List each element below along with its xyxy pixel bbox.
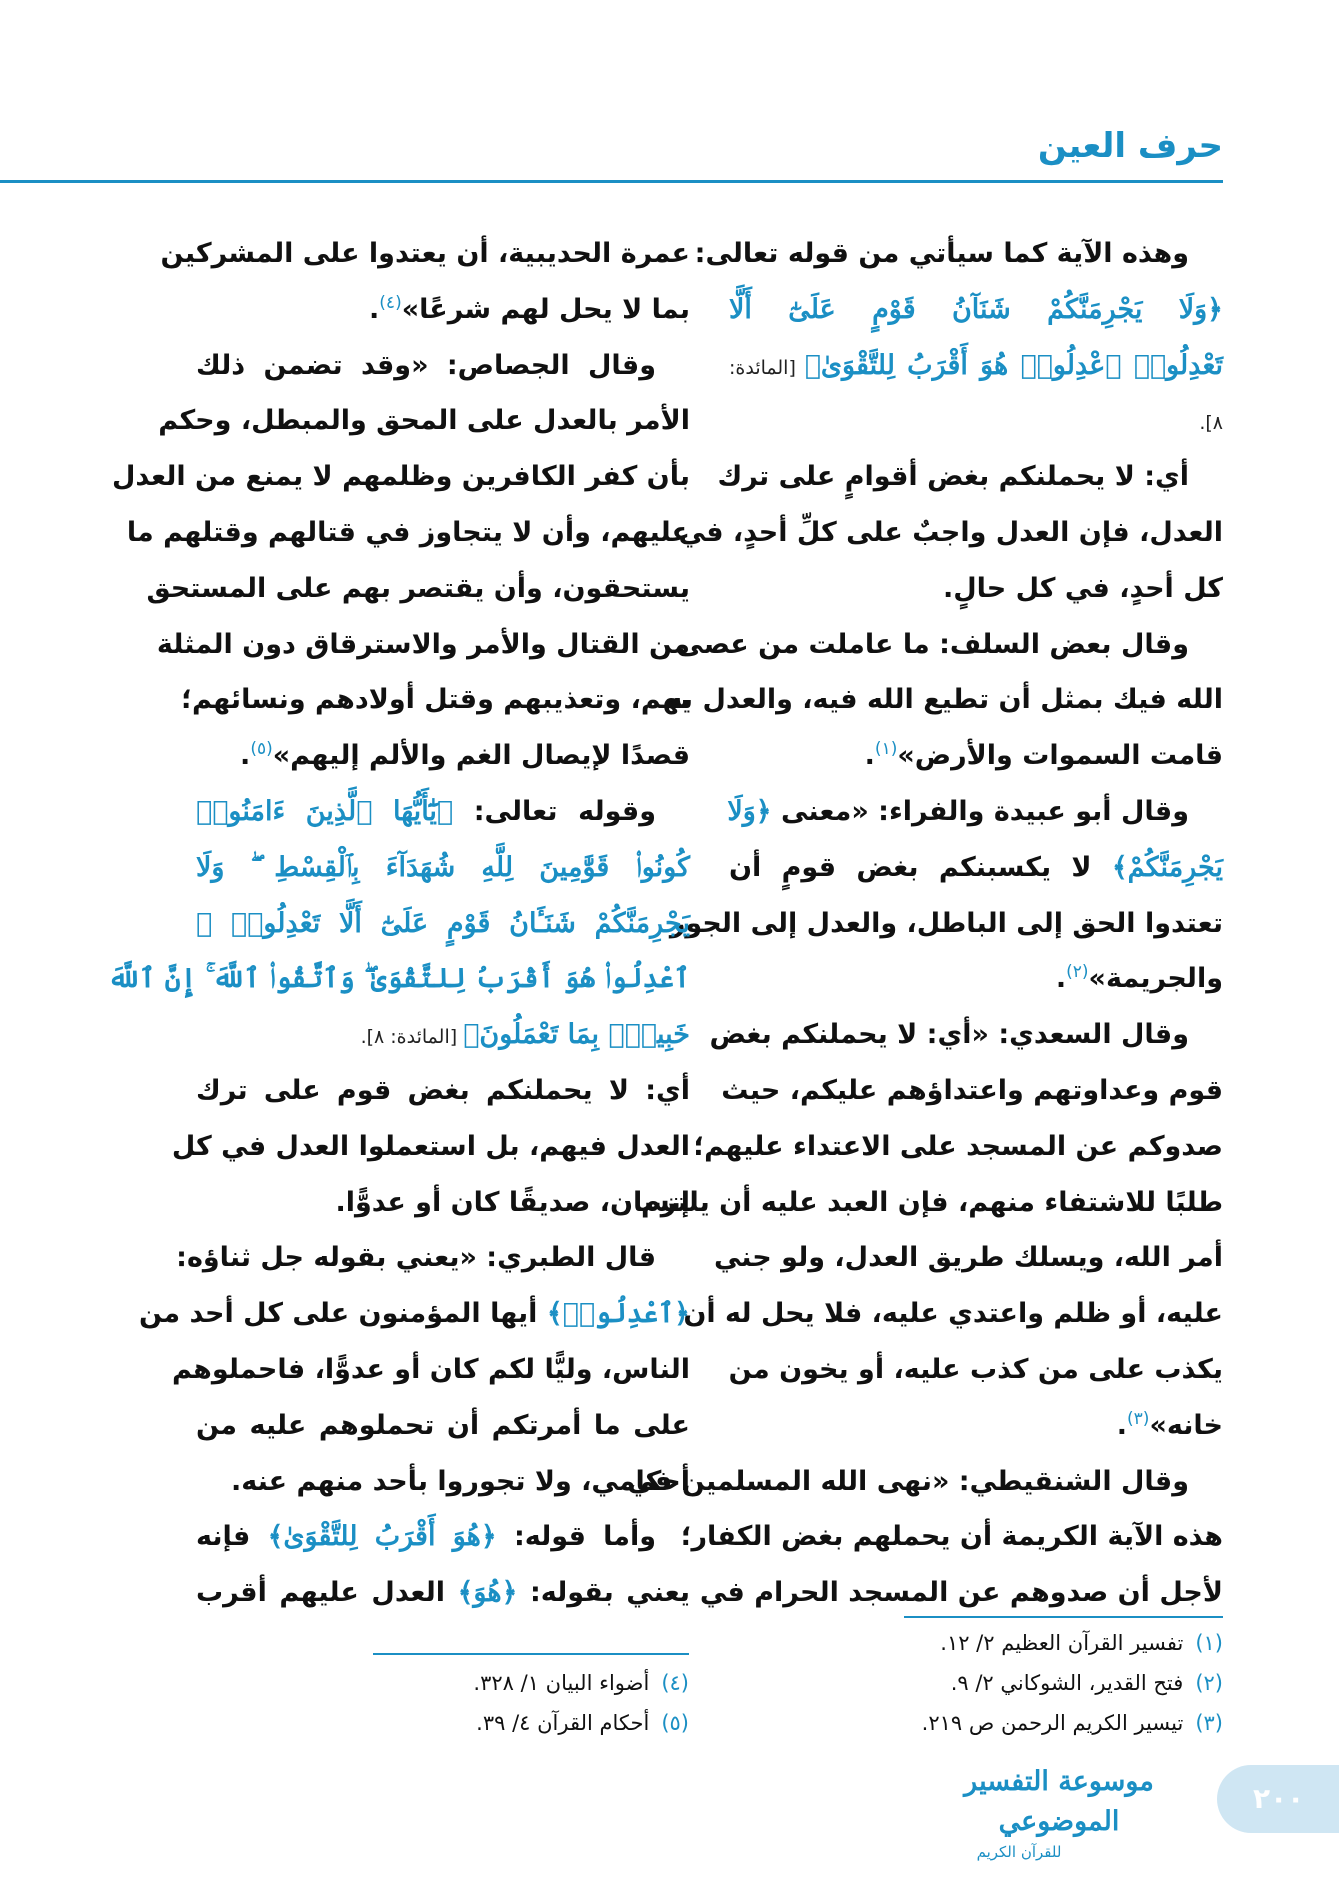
text-line (158, 393, 690, 449)
body-text: إنسان، صديقًا كان أو عدوًّا. (335, 1186, 690, 1218)
body-text: وقال الجصاص: «وقد تضمن ذلك (196, 349, 656, 381)
body-text: كل أحدٍ، في كل حالٍ. (942, 572, 1223, 604)
footnote-number: (٥) (661, 1711, 689, 1735)
footnote-text: تيسير الكريم الرحمن ص ٢١٩. (921, 1711, 1184, 1735)
body-text: لا يكسبنكم بغض قومٍ أن (729, 851, 1112, 883)
body-text: قامت السموات والأرض» (897, 740, 1223, 772)
quran-verse: ٱعْدِلُوا۟ هُوَ أَقْرَبُ لِلتَّقْوَىٰ ۖ وَٱتَّقُوا۟ ٱللَّهَ ۚ إِنَّ ٱللَّهَ (107, 963, 690, 995)
footnote-marker: (١) (874, 739, 898, 760)
body-text: بأن كفر الكافرين وظلمهم لا يمنع من العدل (111, 461, 690, 493)
body-text: وقال بعض السلف: ما عاملت من عصى (676, 628, 1189, 660)
body-text: خانه» (1149, 1409, 1223, 1441)
body-text: والجريمة» (1088, 963, 1223, 995)
text-line (699, 1565, 1223, 1621)
text-line (171, 1342, 690, 1398)
body-text: عليه، أو ظلم واعتدي عليه، فلا يحل له أن (683, 1298, 1223, 1330)
body-text: لأجل أن صدوهم عن المسجد الحرام في (699, 1577, 1223, 1609)
text-line (729, 338, 1223, 394)
footnote-marker: (٤) (379, 292, 402, 313)
body-text: فإنه (196, 1521, 268, 1553)
text-line (729, 1398, 1223, 1454)
text-line (666, 672, 1223, 728)
header-divider (0, 180, 1223, 183)
text-line (640, 1175, 1223, 1231)
footnote (473, 1663, 689, 1703)
quran-verse: يَجْرِمَنَّكُمْ شَنَـَٔانُ قَوْمٍ عَلَىٰٓ أَلَّا تَعْدِلُوا۟ ۚ (196, 907, 690, 939)
text-line (160, 226, 690, 282)
body-text: وقال السعدي: «أي: لا يحملنكم بغض (709, 1019, 1189, 1051)
text-line (196, 1398, 690, 1454)
footnote-text: تفسير القرآن العظيم ٢/ ١٢. (940, 1631, 1184, 1655)
body-text: طلبًا للاشتفاء منهم، فإن العبد عليه أن يلتزم (640, 1186, 1223, 1218)
text-line (680, 1509, 1223, 1565)
body-text: هذه الآية الكريمة أن يحملهم بغض الكفار؛ (680, 1521, 1223, 1553)
body-text: بهم، وتعذيبهم وقتل أولادهم ونسائهم؛ (181, 684, 690, 716)
text-line (176, 1230, 690, 1286)
quran-verse: ﴿وَلَا يَجْرِمَنَّكُمْ شَنَآنُ قَوْمٍ عَلَىٰٓ أَلَّا (729, 293, 1223, 325)
text-line (196, 1175, 690, 1231)
quran-verse: تَعْدِلُوا۟ ٱعْدِلُوا۟ هُوَ أَقْرَبُ لِلتَّقْوَىٰ﴾ (804, 349, 1223, 381)
body-text: أيها المؤمنون على كل أحد من (139, 1298, 547, 1330)
text-line (729, 784, 1223, 840)
quran-verse: ﴿يَٰٓأَيُّهَا ٱلَّذِينَ ءَامَنُوا۟ (196, 795, 454, 827)
verse-reference: [المائدة: (729, 356, 805, 379)
logo-subtitle: للقرآن الكريم (976, 1843, 1062, 1861)
left-column (107, 226, 691, 1621)
body-text: العدل عليهم أقرب (196, 1577, 458, 1609)
footnotes-left (473, 1663, 689, 1743)
quran-verse: كُونُوا۟ قَوَّٰمِينَ لِلَّهِ شُهَدَآءَ بِٱلْقِسْطِ ۖ وَلَا (196, 851, 690, 883)
footnote (922, 1703, 1223, 1743)
body-text: يستحقون، وأن يقتصر بهم على المستحق (146, 572, 690, 604)
text-line (196, 1454, 690, 1510)
footnote (922, 1663, 1223, 1703)
footnote-marker: (٣) (1127, 1408, 1150, 1429)
chapter-title: حرف العين (1037, 126, 1223, 166)
footnote-divider-right (904, 1616, 1223, 1618)
body-text: . (1116, 1409, 1128, 1441)
body-text: قوم وعداوتهم واعتداؤهم عليكم، حيث (721, 1074, 1223, 1106)
verse-reference: [المائدة: ٨]. (360, 1026, 464, 1049)
text-line (729, 1342, 1223, 1398)
text-line (196, 282, 690, 338)
text-line (196, 338, 690, 394)
text-line (196, 896, 690, 952)
text-line (196, 1509, 690, 1565)
text-line (627, 1454, 1223, 1510)
text-line (181, 672, 690, 728)
text-line (729, 282, 1223, 338)
footnote-marker: (٥) (250, 739, 273, 760)
text-line (729, 393, 1223, 449)
footnote-divider-left (373, 1653, 689, 1655)
body-text: وقال الشنقيطي: «نهى الله المسلمين في (627, 1465, 1189, 1497)
body-text: عمرة الحديبية، أن يعتدوا على المشركين (160, 238, 690, 269)
verse-reference: ٨]. (1199, 412, 1223, 435)
body-text: وقوله تعالى: (453, 795, 656, 827)
body-text: قال الطبري: «يعني بقوله جل ثناؤه: (176, 1242, 656, 1274)
text-line (676, 617, 1223, 673)
footnote-number: (٢) (1195, 1671, 1223, 1695)
text-line (146, 561, 690, 617)
body-text: أي: لا يحملنكم بغض قوم على ترك (196, 1074, 690, 1106)
body-text: . (369, 293, 380, 325)
footnote-text: أضواء البيان ١/ ٣٢٨. (473, 1671, 650, 1695)
body-text: . (1055, 963, 1067, 995)
footnote-number: (٤) (661, 1671, 689, 1695)
quran-verse: ﴿ٱعْدِلُوا۟﴾ (546, 1298, 690, 1330)
body-text: أي: لا يحملنكم بغض أقوامٍ على ترك (717, 461, 1189, 493)
text-line (196, 1007, 690, 1063)
right-column (627, 226, 1223, 1621)
quran-verse: ﴿هُوَ﴾ (457, 1577, 518, 1609)
body-text: وهذه الآية كما سيأتي من قوله تعالى: (694, 238, 1189, 269)
text-line (196, 840, 690, 896)
body-text: من القتال والأمر والاسترقاق دون المثلة (156, 628, 690, 660)
body-text: بما لا يحل لهم شرعًا» (401, 293, 690, 325)
footnotes-right (922, 1623, 1223, 1743)
footnote-text: فتح القدير، الشوكاني ٢/ ٩. (950, 1671, 1184, 1695)
body-text: أحكامي، ولا تجوروا بأحد منهم عنه. (231, 1465, 690, 1497)
body-text: . (240, 740, 251, 772)
body-text: صدوكم عن المسجد على الاعتداء عليهم؛ (693, 1130, 1223, 1162)
text-line (107, 951, 690, 1007)
text-line (717, 449, 1223, 505)
text-line (693, 1119, 1223, 1175)
footnote-number: (٣) (1195, 1711, 1223, 1735)
body-text: تعتدوا الحق إلى الباطل، والعدل إلى الجور (669, 907, 1223, 939)
text-line (196, 1565, 690, 1621)
quran-verse: خَبِيرٌۢ بِمَا تَعْمَلُونَ﴾ (463, 1019, 690, 1051)
text-line (171, 1119, 690, 1175)
text-line (683, 1286, 1223, 1342)
text-line (729, 561, 1223, 617)
text-line (729, 951, 1223, 1007)
text-line (729, 840, 1223, 896)
body-text: قصدًا لإيصال الغم والألم إليهم» (272, 740, 690, 772)
body-text: الناس، وليًّا لكم كان أو عدوًّا، فاحملوهم (171, 1353, 690, 1385)
text-line (196, 728, 690, 784)
text-line (139, 1286, 690, 1342)
text-line (721, 1063, 1223, 1119)
text-line (669, 896, 1223, 952)
body-text: . (864, 740, 875, 772)
footnote (473, 1703, 689, 1743)
body-text: عليهم، وأن لا يتجاوز في قتالهم وقتلهم ما (126, 516, 690, 548)
text-line (678, 505, 1223, 561)
text-line (713, 1230, 1223, 1286)
footnote (922, 1623, 1223, 1663)
body-text: وأما قوله: (496, 1521, 657, 1553)
footnote-marker: (٢) (1066, 962, 1089, 983)
quran-verse: يَجْرِمَنَّكُمْ﴾ (1111, 851, 1223, 883)
text-line (111, 449, 690, 505)
text-line (126, 505, 690, 561)
body-text: العدل، فإن العدل واجبٌ على كلِّ أحدٍ، في (678, 516, 1223, 548)
page-number: ٢٠٠ (1217, 1765, 1339, 1833)
body-text: الأمر بالعدل على المحق والمبطل، وحكم (158, 405, 690, 437)
body-text: يكذب على من كذب عليه، أو يخون من (728, 1353, 1223, 1385)
body-text: على ما أمرتكم أن تحملوهم عليه من (196, 1409, 690, 1441)
text-line (694, 226, 1223, 282)
footnote-text: أحكام القرآن ٤/ ٣٩. (476, 1711, 650, 1735)
footnote-number: (١) (1195, 1631, 1223, 1655)
body-text: العدل فيهم، بل استعملوا العدل في كل (171, 1130, 690, 1162)
body-text: يعني بقوله: (517, 1577, 691, 1609)
text-line (709, 1007, 1223, 1063)
logo-title: موسوعة التفسير الموضوعي (964, 1766, 1154, 1837)
text-line (196, 784, 690, 840)
text-line (729, 728, 1223, 784)
text-line (196, 1063, 690, 1119)
quran-verse: ﴿وَلَا (727, 795, 772, 827)
body-text: وقال أبو عبيدة والفراء: «معنى (771, 795, 1189, 827)
body-text: الله فيك بمثل أن تطيع الله فيه، والعدل به (666, 684, 1223, 716)
quran-verse: ﴿هُوَ أَقْرَبُ لِلتَّقْوَىٰ﴾ (267, 1521, 497, 1553)
body-text: أمر الله، ويسلك طريق العدل، ولو جني (713, 1242, 1223, 1274)
text-line (156, 617, 690, 673)
encyclopedia-logo (934, 1762, 1184, 1861)
